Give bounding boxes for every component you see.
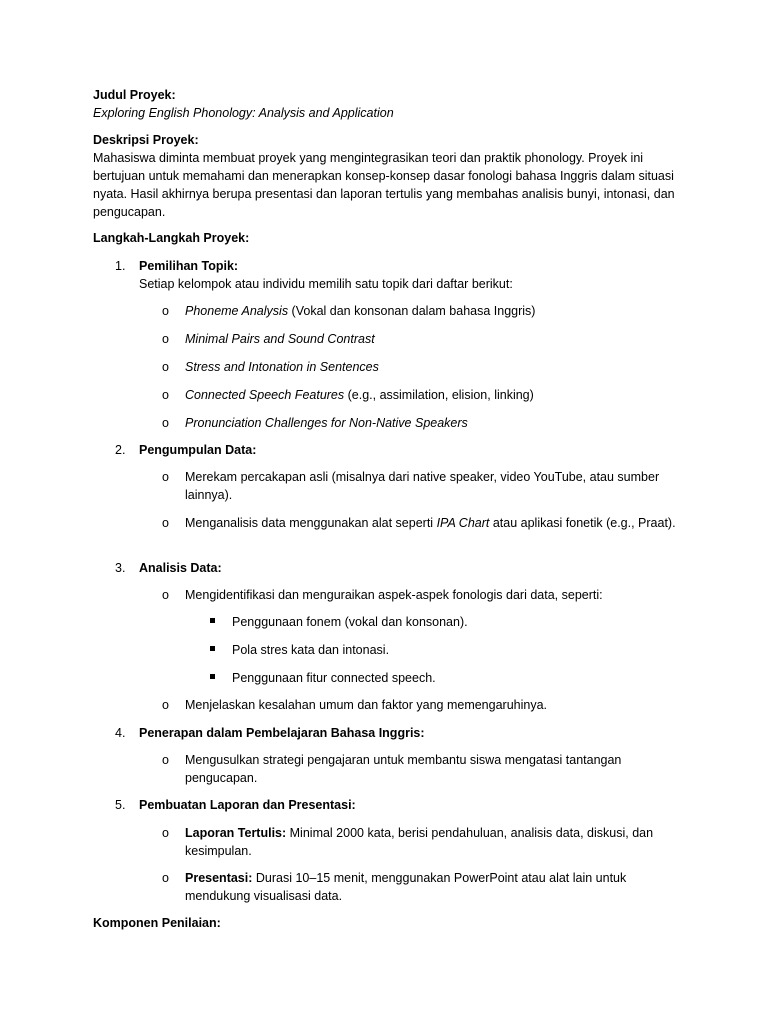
project-description-label: Deskripsi Proyek: <box>93 133 199 147</box>
list-item-text: Minimal 2000 kata, berisi pendahuluan, analisis data, diskusi, dan kesimpulan. <box>185 826 654 858</box>
bullet-circle-icon: o <box>162 516 169 530</box>
step-number: 3. <box>115 561 126 575</box>
list-item-label: Presentasi: <box>185 871 253 885</box>
step-title: Pengumpulan Data: <box>139 443 257 457</box>
list-item-label: Laporan Tertulis: <box>185 826 287 840</box>
project-title-label: Judul Proyek: <box>93 88 176 102</box>
step-intro: Setiap kelompok atau individu memilih satu topik dari daftar berikut: <box>139 277 513 291</box>
steps-heading: Langkah-Langkah Proyek: <box>93 231 250 245</box>
assessment-heading: Komponen Penilaian: <box>93 916 221 930</box>
bullet-circle-icon: o <box>162 698 169 712</box>
bullet-circle-icon: o <box>162 332 169 346</box>
step-number: 5. <box>115 798 126 812</box>
topic-item <box>185 302 680 320</box>
bullet-circle-icon: o <box>162 388 169 402</box>
topic-item-title: Pronunciation Challenges for Non-Native Speakers <box>185 416 468 430</box>
bullet-square-icon <box>210 646 215 651</box>
bullet-circle-icon: o <box>162 826 169 840</box>
bullet-square-icon <box>210 618 215 623</box>
bullet-circle-icon: o <box>162 753 169 767</box>
topic-item-note: (Vokal dan konsonan dalam bahasa Inggris) <box>288 304 536 318</box>
list-item-term: IPA Chart <box>436 516 490 530</box>
list-item-text: atau aplikasi fonetik (e.g., Praat). <box>489 516 676 530</box>
bullet-circle-icon: o <box>162 416 169 430</box>
bullet-circle-icon: o <box>162 871 169 885</box>
step-number: 1. <box>115 259 126 273</box>
topic-item-note: (e.g., assimilation, elision, linking) <box>344 388 534 402</box>
bullet-circle-icon: o <box>162 588 169 602</box>
list-item-text: Durasi 10–15 menit, menggunakan PowerPoint atau alat lain untuk mendukung visualisasi data. <box>185 871 627 903</box>
list-item-text: Menganalisis data menggunakan alat seperti <box>185 516 437 530</box>
list-item: Menjelaskan kesalahan umum dan faktor yang memengaruhinya. <box>185 698 548 712</box>
step-title: Penerapan dalam Pembelajaran Bahasa Inggris: <box>139 726 425 740</box>
topic-item-title: Minimal Pairs and Sound Contrast <box>185 332 375 346</box>
step-title: Pembuatan Laporan dan Presentasi: <box>139 798 356 812</box>
project-description-text: Mahasiswa diminta membuat proyek yang mengintegrasikan teori dan praktik phonology. Proyek ini bertujuan untuk memahami dan menerapkan konsep-konsep dasar fonologi bahasa Inggris dalam situasi nyata. Hasil akhirnya berupa presentasi dan laporan tertulis yang membahas analisis bunyi, intonasi, dan pengucapan. <box>93 151 675 219</box>
topic-item <box>185 386 680 404</box>
step-title: Analisis Data: <box>139 561 222 575</box>
bullet-circle-icon: o <box>162 470 169 484</box>
list-item: Mengusulkan strategi pengajaran untuk membantu siswa mengatasi tantangan pengucapan. <box>185 753 622 785</box>
bullet-circle-icon: o <box>162 304 169 318</box>
list-item <box>185 824 680 860</box>
sub-list-item: Penggunaan fonem (vokal dan konsonan). <box>232 615 468 629</box>
topic-item-title: Phoneme Analysis <box>185 304 289 318</box>
sub-list-item: Penggunaan fitur connected speech. <box>232 671 436 685</box>
topic-item-title: Stress and Intonation in Sentences <box>185 360 379 374</box>
topic-item-title: Connected Speech Features <box>185 388 345 402</box>
step-title: Pemilihan Topik: <box>139 259 239 273</box>
step-number: 4. <box>115 726 126 740</box>
sub-list-item: Pola stres kata dan intonasi. <box>232 643 390 657</box>
list-item <box>185 869 680 905</box>
bullet-circle-icon: o <box>162 360 169 374</box>
step-number: 2. <box>115 443 126 457</box>
project-title-value: Exploring English Phonology: Analysis and Application <box>93 106 394 120</box>
bullet-square-icon <box>210 674 215 679</box>
list-item: Mengidentifikasi dan menguraikan aspek-aspek fonologis dari data, seperti: <box>185 588 603 602</box>
list-item: Merekam percakapan asli (misalnya dari native speaker, video YouTube, atau sumber lainnya). <box>185 470 660 502</box>
list-item <box>185 514 680 532</box>
